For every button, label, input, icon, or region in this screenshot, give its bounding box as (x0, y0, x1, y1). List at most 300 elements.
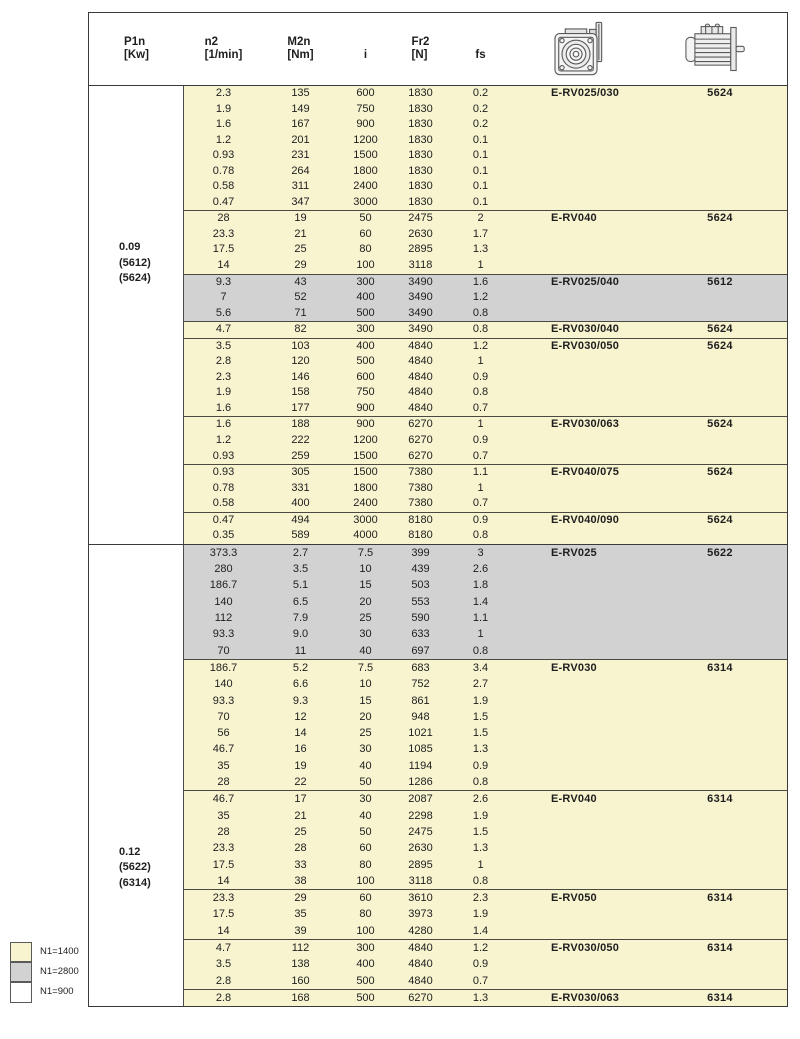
table-cell: 1.5 (472, 727, 489, 740)
gearbox-model: E-RV030/050 (551, 339, 620, 352)
table-cell: 20 (359, 710, 372, 723)
legend-swatch-n1-900 (10, 982, 32, 1002)
table-cell: 1.5 (472, 710, 489, 723)
table-cell: 0.9 (472, 759, 489, 772)
table-cell: 948 (411, 710, 430, 723)
table-cell: 7.5 (357, 661, 374, 674)
table-cell: 1.3 (472, 991, 489, 1004)
table-cell: 23.3 (212, 227, 235, 240)
col-header-i (338, 13, 393, 85)
gearbox-model: E-RV030/063 (551, 418, 620, 431)
motor-code: 6314 (707, 991, 733, 1004)
table-cell: 25 (359, 727, 372, 740)
table-cell: 259 (291, 449, 310, 462)
table-row (184, 354, 787, 370)
table-cell: 683 (411, 661, 430, 674)
table-cell: 40 (359, 759, 372, 772)
table-cell: 3000 (353, 195, 378, 208)
table-cell: 590 (411, 612, 430, 625)
table-cell: 2.3 (472, 892, 489, 905)
table-cell: 25 (294, 825, 307, 838)
table-cell: 100 (356, 259, 375, 272)
col-label: n2 (204, 35, 219, 48)
table-cell: 70 (217, 710, 230, 723)
table-cell: 0.7 (472, 974, 489, 987)
motor-code: 6314 (707, 941, 733, 954)
table-cell: 28 (294, 842, 307, 855)
table-row (184, 290, 787, 306)
table-cell: 39 (294, 924, 307, 937)
motor-size-code: (5612) (119, 256, 151, 269)
ratio-blocks (184, 545, 787, 1006)
legend-swatch-n1-2800 (10, 962, 32, 982)
table-cell: 0.93 (212, 466, 235, 479)
table-cell: 2.8 (215, 991, 232, 1004)
table-row (184, 840, 787, 856)
gearbox-model: E-RV030 (551, 661, 597, 674)
table-cell: 589 (291, 529, 310, 542)
table-cell: 4.7 (215, 941, 232, 954)
table-row (184, 824, 787, 840)
legend-label: N1=2800 (40, 966, 79, 978)
table-cell: 347 (291, 195, 310, 208)
table-cell: 6.6 (292, 678, 309, 691)
motor-code: 6314 (707, 793, 733, 806)
table-cell: 600 (356, 87, 375, 99)
table-cell: 1194 (408, 759, 433, 772)
block-label (513, 545, 787, 561)
table-cell: 160 (291, 974, 310, 987)
table-row (184, 227, 787, 243)
table-cell: 4840 (408, 386, 433, 399)
table-cell: 1830 (408, 164, 433, 177)
table-cell: 1085 (408, 743, 433, 756)
table-cell: 503 (411, 579, 430, 592)
table-cell: 3118 (408, 259, 433, 272)
table-cell: 1.3 (472, 743, 489, 756)
table-cell: 6270 (408, 418, 433, 431)
table-cell: 1.9 (215, 102, 232, 115)
table-cell: 0.47 (212, 513, 235, 526)
p1n-cell (89, 545, 184, 1006)
table-cell: 80 (359, 243, 372, 256)
table-cell: 1286 (408, 776, 433, 789)
table-row (184, 195, 787, 211)
table-cell: 553 (411, 595, 430, 608)
motor-code: 5624 (707, 513, 733, 526)
legend-item (10, 982, 79, 1002)
table-cell: 1830 (408, 102, 433, 115)
ratio-block (184, 545, 787, 659)
table-cell: 28 (217, 212, 230, 225)
motor-code: 5624 (707, 339, 733, 352)
table-cell: 15 (359, 694, 372, 707)
table-cell: 0.78 (212, 481, 235, 494)
table-row (184, 496, 787, 512)
table-row (184, 758, 787, 774)
block-label (513, 339, 787, 355)
motor-code: 5624 (707, 212, 733, 225)
table-cell: 1.9 (472, 908, 489, 921)
table-cell: 1.2 (215, 133, 232, 146)
n1-speed-legend (10, 941, 79, 1002)
table-cell: 0.35 (212, 529, 235, 542)
motor-code: 5624 (707, 418, 733, 431)
legend-label: N1=900 (40, 986, 74, 998)
block-label (513, 275, 787, 291)
table-cell: 23.3 (212, 842, 235, 855)
table-row (184, 973, 787, 989)
table-cell: 14 (217, 924, 230, 937)
table-cell: 35 (217, 809, 230, 822)
table-cell: 28 (217, 825, 230, 838)
gearbox-model: E-RV040/090 (551, 513, 620, 526)
ratio-block (184, 659, 787, 790)
block-label (513, 322, 787, 338)
table-header (89, 13, 787, 86)
block-label (513, 211, 787, 227)
gearbox-model: E-RV030/040 (551, 323, 620, 336)
table-cell: 2.6 (472, 793, 489, 806)
table-cell: 1830 (408, 149, 433, 162)
table-cell: 280 (214, 563, 233, 576)
table-cell: 29 (294, 892, 307, 905)
table-cell: 400 (356, 339, 375, 352)
table-cell: 35 (294, 908, 307, 921)
ratio-block (184, 939, 787, 989)
table-body (89, 86, 787, 1006)
table-cell: 5.2 (292, 661, 309, 674)
table-cell: 0.1 (472, 164, 489, 177)
table-cell: 71 (294, 306, 307, 319)
table-cell: 1.5 (472, 825, 489, 838)
table-cell: 19 (294, 759, 307, 772)
table-cell: 1.2 (472, 339, 489, 352)
table-cell: 2.8 (215, 355, 232, 368)
table-cell: 0.93 (212, 149, 235, 162)
table-row (184, 242, 787, 258)
table-cell: 697 (411, 644, 430, 657)
table-cell: 2895 (408, 243, 433, 256)
table-cell: 46.7 (212, 793, 235, 806)
table-cell: 400 (356, 291, 375, 304)
table-row (184, 179, 787, 195)
ratio-block (184, 210, 787, 273)
table-cell: 3.4 (472, 661, 489, 674)
table-cell: 2400 (353, 497, 378, 510)
table-cell: 300 (356, 941, 375, 954)
table-cell: 93.3 (212, 694, 235, 707)
table-cell: 23.3 (212, 892, 235, 905)
table-cell: 0.1 (472, 180, 489, 193)
table-row (184, 906, 787, 922)
motor-code: 5624 (707, 323, 733, 336)
table-cell: 9.3 (292, 694, 309, 707)
table-cell: 861 (411, 694, 430, 707)
table-cell: 3490 (408, 275, 433, 288)
table-cell: 1 (477, 355, 484, 368)
ratio-block (184, 989, 787, 1006)
table-cell: 12 (294, 710, 307, 723)
table-cell: 500 (356, 974, 375, 987)
col-label: fs (475, 49, 486, 62)
table-cell: 11 (294, 644, 307, 657)
table-cell: 50 (359, 212, 372, 225)
table-cell: 60 (359, 842, 372, 855)
table-cell: 33 (294, 858, 307, 871)
col-header-gearbox (513, 13, 653, 85)
table-cell: 0.2 (472, 87, 489, 99)
table-cell: 0.8 (472, 644, 489, 657)
table-cell: 1800 (353, 164, 378, 177)
table-cell: 70 (217, 644, 230, 657)
table-cell: 9.0 (292, 628, 309, 641)
gearbox-model: E-RV025 (551, 546, 597, 559)
table-cell: 16 (294, 743, 307, 756)
table-cell: 1 (477, 259, 484, 272)
col-header-m2n (263, 13, 338, 85)
table-cell: 186.7 (209, 661, 238, 674)
table-cell: 5.6 (215, 306, 232, 319)
table-cell: 1.2 (472, 941, 489, 954)
table-cell: 4.7 (215, 323, 232, 336)
table-cell: 1830 (408, 180, 433, 193)
table-cell: 17.5 (212, 908, 235, 921)
table-row (184, 643, 787, 659)
table-cell: 3118 (408, 874, 433, 887)
table-cell: 2400 (353, 180, 378, 193)
col-header-p1n (89, 13, 184, 85)
table-cell: 399 (411, 546, 430, 559)
table-cell: 201 (291, 133, 310, 146)
table-cell: 1.7 (472, 227, 489, 240)
table-cell: 6270 (408, 449, 433, 462)
table-cell: 2.7 (292, 546, 309, 559)
table-cell: 500 (356, 306, 375, 319)
table-cell: 50 (359, 825, 372, 838)
table-cell: 1021 (408, 727, 433, 740)
gearbox-model: E-RV025/040 (551, 275, 620, 288)
table-cell: 3490 (408, 291, 433, 304)
table-cell: 1.6 (215, 418, 232, 431)
table-cell: 1.2 (215, 434, 232, 447)
table-cell: 10 (359, 678, 372, 691)
col-label: P1n (124, 35, 146, 48)
gearmotor-ratings-table (88, 12, 788, 1007)
table-cell: 9.3 (215, 275, 232, 288)
table-cell: 1.9 (472, 809, 489, 822)
block-label (513, 417, 787, 433)
table-cell: 752 (411, 678, 430, 691)
legend-item (10, 961, 79, 981)
table-cell: 28 (217, 776, 230, 789)
table-cell: 900 (356, 418, 375, 431)
table-row (184, 433, 787, 449)
table-cell: 633 (411, 628, 430, 641)
table-cell: 1830 (408, 133, 433, 146)
table-cell: 112 (214, 612, 233, 625)
table-cell: 6270 (408, 991, 433, 1004)
table-cell: 7.9 (292, 612, 309, 625)
table-cell: 25 (294, 243, 307, 256)
table-cell: 0.9 (472, 370, 489, 383)
table-cell: 120 (291, 355, 310, 368)
table-cell: 10 (359, 563, 372, 576)
table-cell: 3973 (408, 908, 433, 921)
legend-item (10, 941, 79, 961)
table-row (184, 117, 787, 133)
table-cell: 231 (291, 149, 310, 162)
table-cell: 3.5 (292, 563, 309, 576)
table-cell: 93.3 (212, 628, 235, 641)
table-cell: 0.47 (212, 195, 235, 208)
table-cell: 1200 (353, 434, 378, 447)
table-cell: 3.5 (215, 958, 232, 971)
table-cell: 0.2 (472, 102, 489, 115)
ratio-block (184, 274, 787, 322)
table-row (184, 693, 787, 709)
table-cell: 30 (359, 628, 372, 641)
col-unit: [N] (411, 49, 428, 61)
table-cell: 80 (359, 858, 372, 871)
table-cell: 1 (477, 858, 484, 871)
table-cell: 3000 (353, 513, 378, 526)
table-row (184, 956, 787, 972)
table-cell: 103 (291, 339, 310, 352)
power-section (89, 544, 787, 1006)
table-cell: 1 (477, 481, 484, 494)
table-row (184, 923, 787, 939)
table-cell: 0.7 (472, 497, 489, 510)
table-cell: 0.2 (472, 118, 489, 131)
col-label: M2n (287, 35, 311, 48)
table-cell: 300 (356, 323, 375, 336)
gearbox-model: E-RV040 (551, 212, 597, 225)
table-row (184, 102, 787, 118)
motor-code: 6314 (707, 892, 733, 905)
table-cell: 1.4 (472, 924, 489, 937)
col-header-fr2 (393, 13, 448, 85)
table-cell: 60 (359, 227, 372, 240)
table-cell: 4840 (408, 941, 433, 954)
table-row (184, 741, 787, 757)
table-cell: 2298 (408, 809, 433, 822)
table-cell: 7 (220, 291, 227, 304)
table-row (184, 808, 787, 824)
table-cell: 1.9 (215, 386, 232, 399)
worm-gearbox-icon (552, 21, 614, 77)
gearbox-model: E-RV040/075 (551, 466, 620, 479)
motor-code: 6314 (707, 661, 733, 674)
table-row (184, 481, 787, 497)
table-cell: 14 (217, 259, 230, 272)
table-cell: 3490 (408, 306, 433, 319)
table-cell: 7380 (408, 481, 433, 494)
table-cell: 1800 (353, 481, 378, 494)
table-cell: 600 (356, 370, 375, 383)
table-cell: 2.7 (472, 678, 489, 691)
table-cell: 2895 (408, 858, 433, 871)
ratio-block (184, 321, 787, 338)
table-row (184, 626, 787, 642)
table-cell: 1830 (408, 195, 433, 208)
table-cell: 17.5 (212, 858, 235, 871)
table-cell: 146 (291, 370, 310, 383)
table-cell: 494 (291, 513, 310, 526)
motor-code: 5624 (707, 87, 733, 99)
table-cell: 1.3 (472, 842, 489, 855)
table-cell: 2087 (408, 793, 433, 806)
table-cell: 3610 (408, 892, 433, 905)
table-cell: 138 (291, 958, 310, 971)
table-cell: 2 (477, 212, 484, 225)
table-cell: 300 (356, 275, 375, 288)
table-cell: 112 (291, 941, 310, 954)
table-row (184, 133, 787, 149)
table-row (184, 676, 787, 692)
col-unit: [Nm] (287, 49, 314, 61)
power-value: 0.09 (119, 241, 141, 253)
table-cell: 1200 (353, 133, 378, 146)
table-cell: 100 (356, 924, 375, 937)
table-cell: 6.5 (292, 595, 309, 608)
table-cell: 0.1 (472, 195, 489, 208)
motor-size-code: (6314) (119, 876, 151, 889)
table-row (184, 385, 787, 401)
table-cell: 15 (359, 579, 372, 592)
table-cell: 0.8 (472, 874, 489, 887)
table-cell: 331 (291, 481, 310, 494)
motor-size-code: (5624) (119, 272, 151, 284)
table-cell: 0.8 (472, 776, 489, 789)
ratio-block (184, 338, 787, 417)
table-cell: 400 (356, 958, 375, 971)
table-row (184, 725, 787, 741)
table-cell: 40 (359, 809, 372, 822)
table-cell: 1 (477, 628, 484, 641)
col-header-fs (448, 13, 513, 85)
table-cell: 1.6 (215, 401, 232, 414)
table-cell: 46.7 (212, 743, 235, 756)
table-cell: 0.7 (472, 401, 489, 414)
gearbox-model: E-RV050 (551, 892, 597, 905)
table-cell: 8180 (408, 513, 433, 526)
table-cell: 1.2 (472, 291, 489, 304)
table-cell: 1.6 (215, 118, 232, 131)
table-row (184, 857, 787, 873)
table-cell: 2630 (408, 227, 433, 240)
table-cell: 0.58 (212, 180, 235, 193)
table-cell: 4840 (408, 370, 433, 383)
table-row (184, 528, 787, 544)
table-cell: 5.1 (292, 579, 309, 592)
power-value: 0.12 (119, 845, 141, 858)
table-row (184, 401, 787, 417)
table-cell: 0.8 (472, 323, 489, 336)
p1n-label (119, 240, 151, 287)
ratio-block (184, 416, 787, 464)
gearbox-model: E-RV030/063 (551, 991, 620, 1004)
table-cell: 25 (359, 612, 372, 625)
table-cell: 0.93 (212, 449, 235, 462)
table-cell: 7380 (408, 497, 433, 510)
power-section (89, 86, 787, 544)
table-cell: 1500 (353, 149, 378, 162)
gearbox-model: E-RV025/030 (551, 87, 620, 99)
table-cell: 400 (291, 497, 310, 510)
table-cell: 2475 (408, 212, 433, 225)
legend-swatch-n1-1400 (10, 942, 32, 962)
